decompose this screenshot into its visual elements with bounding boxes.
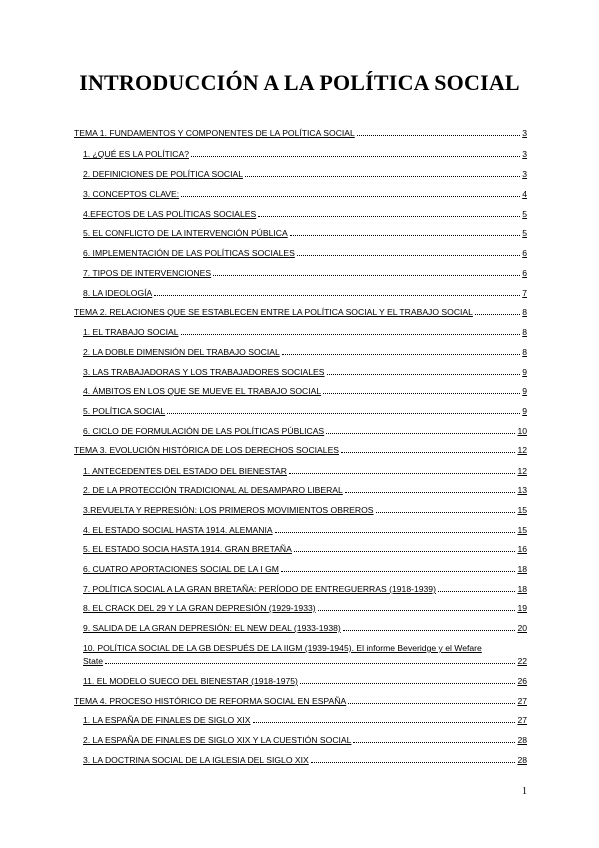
toc-entry[interactable]: [83, 149, 527, 159]
toc-label: TEMA 2. RELACIONES QUE SE ESTABLECEN ENTRE LA POLÍTICA SOCIAL Y EL TRABAJO SOCIAL: [74, 307, 473, 317]
dot-leader: [345, 491, 516, 493]
dot-leader: [105, 662, 515, 664]
toc-page-number: 18: [517, 584, 527, 594]
toc-page-number: 9: [522, 406, 527, 416]
toc-label: 6. IMPLEMENTACIÓN DE LAS POLÍTICAS SOCIALES: [83, 248, 295, 258]
toc-entry[interactable]: [83, 189, 527, 199]
toc-page-number: 26: [517, 676, 527, 686]
toc-entry[interactable]: [83, 676, 527, 686]
page-number: 1: [522, 786, 527, 797]
toc-label: 4. ÁMBITOS EN LOS QUE SE MUEVE EL TRABAJO SOCIAL: [83, 386, 322, 396]
dot-leader: [326, 432, 515, 434]
toc-page-number: 27: [517, 715, 527, 725]
toc-page-number: 13: [517, 485, 527, 495]
dot-leader: [213, 274, 520, 276]
dot-leader: [181, 333, 521, 335]
toc-label: 5. EL CONFLICTO DE LA INTERVENCIÓN PÚBLICA: [83, 228, 288, 238]
toc-page-number: 15: [517, 525, 527, 535]
toc-page-number: 3: [522, 169, 527, 179]
toc-label: 4. EL ESTADO SOCIAL HASTA 1914. ALEMANIA: [83, 525, 273, 535]
toc-entry[interactable]: [83, 466, 527, 476]
toc-label-line1[interactable]: 10. POLÍTICA SOCIAL DE LA GB DESPUÉS DE LA IIGM (1939-1945). El informe Beveridge y el Wefare: [83, 643, 482, 653]
toc-entry[interactable]: [83, 406, 527, 416]
toc-page-number: 3: [522, 128, 527, 138]
toc-entry[interactable]: [83, 288, 527, 298]
toc-label: 5. POLÍTICA SOCIAL: [83, 406, 166, 416]
dot-leader: [343, 629, 516, 631]
toc-label: 3. LAS TRABAJADORAS Y LOS TRABAJADORES SOCIALES: [83, 367, 325, 377]
toc-entry[interactable]: [74, 128, 527, 138]
dot-leader: [376, 511, 516, 513]
toc-page-number: 9: [522, 367, 527, 377]
toc-entry[interactable]: [74, 696, 527, 706]
toc-page-number: 6: [522, 248, 527, 258]
toc-page-number: 8: [522, 307, 527, 317]
toc-entry[interactable]: [83, 327, 527, 337]
toc-page-number: 9: [522, 386, 527, 396]
dot-leader: [318, 609, 516, 611]
toc-label: 3. LA DOCTRINA SOCIAL DE LA IGLESIA DEL SIGLO XIX: [83, 755, 309, 765]
dot-leader: [341, 451, 515, 453]
toc-label: 3. CONCEPTOS CLAVE:: [83, 189, 180, 199]
toc-label: TEMA 4. PROCESO HISTÓRICO DE REFORMA SOCIAL EN ESPAÑA: [74, 696, 347, 706]
dot-leader: [253, 721, 516, 723]
dot-leader: [281, 570, 515, 572]
dot-leader: [294, 550, 516, 552]
toc-page-number: 19: [517, 603, 527, 613]
toc-page-number: 5: [522, 228, 527, 238]
toc-label: 2. DE LA PROTECCIÓN TRADICIONAL AL DESAMPARO LIBERAL: [83, 485, 343, 495]
toc-label: 11. EL MODELO SUECO DEL BIENESTAR (1918-1975): [83, 676, 298, 686]
toc-entry[interactable]: [83, 228, 527, 238]
toc-label: 2. LA DOBLE DIMENSIÓN DEL TRABAJO SOCIAL: [83, 347, 280, 357]
toc-page-number: 16: [517, 544, 527, 554]
dot-leader: [353, 741, 515, 743]
toc-entry[interactable]: [83, 525, 527, 535]
toc-page-number: 20: [517, 623, 527, 633]
toc-entry[interactable]: [83, 169, 527, 179]
toc-page-number: 12: [517, 445, 527, 455]
toc-page-number: 6: [522, 268, 527, 278]
toc-entry[interactable]: [83, 426, 527, 436]
dot-leader: [282, 353, 520, 355]
toc-page-number: 28: [517, 755, 527, 765]
document-title: INTRODUCCIÓN A LA POLÍTICA SOCIAL: [79, 70, 520, 95]
toc-entry[interactable]: [83, 564, 527, 574]
toc-entry[interactable]: [83, 715, 527, 725]
toc-label: 6. CUATRO APORTACIONES SOCIAL DE LA I GM: [83, 564, 279, 574]
dot-leader: [290, 234, 521, 236]
dot-leader: [154, 294, 520, 296]
dot-leader: [327, 373, 521, 375]
toc-page-number: 10: [517, 426, 527, 436]
toc-entry[interactable]: [74, 445, 527, 455]
toc-label: 7. TIPOS DE INTERVENCIONES: [83, 268, 212, 278]
toc-label: 8. EL CRACK DEL 29 Y LA GRAN DEPRESIÓN (1929-1933): [83, 603, 316, 613]
toc-page-number: 27: [517, 696, 527, 706]
toc-entry[interactable]: [83, 735, 527, 745]
toc-label: 4.EFECTOS DE LAS POLÍTICAS SOCIALES: [83, 209, 257, 219]
toc-entry[interactable]: [83, 656, 527, 666]
toc-entry[interactable]: [83, 603, 527, 613]
toc-label: 3.REVUELTA Y REPRESIÓN: LOS PRIMEROS MOVIMIENTOS OBREROS: [83, 505, 374, 515]
toc-page-number: 12: [517, 466, 527, 476]
dot-leader: [245, 175, 520, 177]
toc-label: 2. DEFINICIONES DE POLÍTICA SOCIAL: [83, 169, 243, 179]
toc-entry[interactable]: [83, 209, 527, 219]
dot-leader: [297, 254, 520, 256]
toc-entry[interactable]: [83, 584, 527, 594]
toc-page-number: 7: [522, 288, 527, 298]
toc-entry[interactable]: [83, 505, 527, 515]
toc-label: 9. SALIDA DE LA GRAN DEPRESIÓN: EL NEW DEAL (1933-1938): [83, 623, 341, 633]
toc-label: TEMA 3. EVOLUCIÓN HISTÓRICA DE LOS DERECHOS SOCIALES: [74, 445, 340, 455]
toc-page-number: 4: [522, 189, 527, 199]
toc-label: 2. LA ESPAÑA DE FINALES DE SIGLO XIX Y LA CUESTIÓN SOCIAL: [83, 735, 352, 745]
toc-page-number: 8: [522, 347, 527, 357]
toc-entry[interactable]: [83, 755, 527, 765]
dot-leader: [311, 761, 516, 763]
toc-label: 1. ¿QUÉ ES LA POLÍTICA?: [83, 149, 190, 159]
dot-leader: [300, 682, 516, 684]
dot-leader: [323, 392, 520, 394]
toc-page-number: 15: [517, 505, 527, 515]
toc-entry[interactable]: [83, 544, 527, 554]
toc-entry[interactable]: [74, 307, 527, 317]
toc-label: TEMA 1. FUNDAMENTOS Y COMPONENTES DE LA POLÍTICA SOCIAL: [74, 128, 355, 138]
dot-leader: [289, 472, 516, 474]
toc-label: 5. EL ESTADO SOCIA HASTA 1914. GRAN BRETAÑA: [83, 544, 292, 554]
toc-label: 7. POLÍTICA SOCIAL A LA GRAN BRETAÑA: PERÍODO DE ENTREGUERRAS (1918-1939): [83, 584, 436, 594]
toc-entry[interactable]: [83, 367, 527, 377]
toc-entry[interactable]: [83, 248, 527, 258]
dot-leader: [167, 412, 520, 414]
toc-label: 8. LA IDEOLOGÍA: [83, 288, 153, 298]
dot-leader: [475, 313, 520, 315]
dot-leader: [275, 531, 516, 533]
dot-leader: [438, 590, 516, 592]
dot-leader: [191, 155, 520, 157]
toc-label: State: [83, 656, 104, 666]
toc-label: 1. ANTECEDENTES DEL ESTADO DEL BIENESTAR: [83, 466, 287, 476]
toc-page-number: 28: [517, 735, 527, 745]
toc-label: 1. EL TRABAJO SOCIAL: [83, 327, 179, 337]
toc-page-number: 22: [517, 656, 527, 666]
dot-leader: [258, 215, 520, 217]
dot-leader: [357, 134, 520, 136]
toc-page-number: 18: [517, 564, 527, 574]
toc-label: 1. LA ESPAÑA DE FINALES DE SIGLO XIX: [83, 715, 251, 725]
dot-leader: [348, 702, 515, 704]
toc-entry[interactable]: [83, 386, 527, 396]
toc-page-number: 8: [522, 327, 527, 337]
dot-leader: [181, 195, 520, 197]
toc-entry[interactable]: [83, 623, 527, 633]
toc-page-number: 3: [522, 149, 527, 159]
toc-entry[interactable]: [83, 268, 527, 278]
toc-entry[interactable]: [83, 347, 527, 357]
toc-entry[interactable]: [83, 485, 527, 495]
toc-page-number: 5: [522, 209, 527, 219]
toc-label: 6. CICLO DE FORMULACIÓN DE LAS POLÍTICAS PÚBLICAS: [83, 426, 325, 436]
